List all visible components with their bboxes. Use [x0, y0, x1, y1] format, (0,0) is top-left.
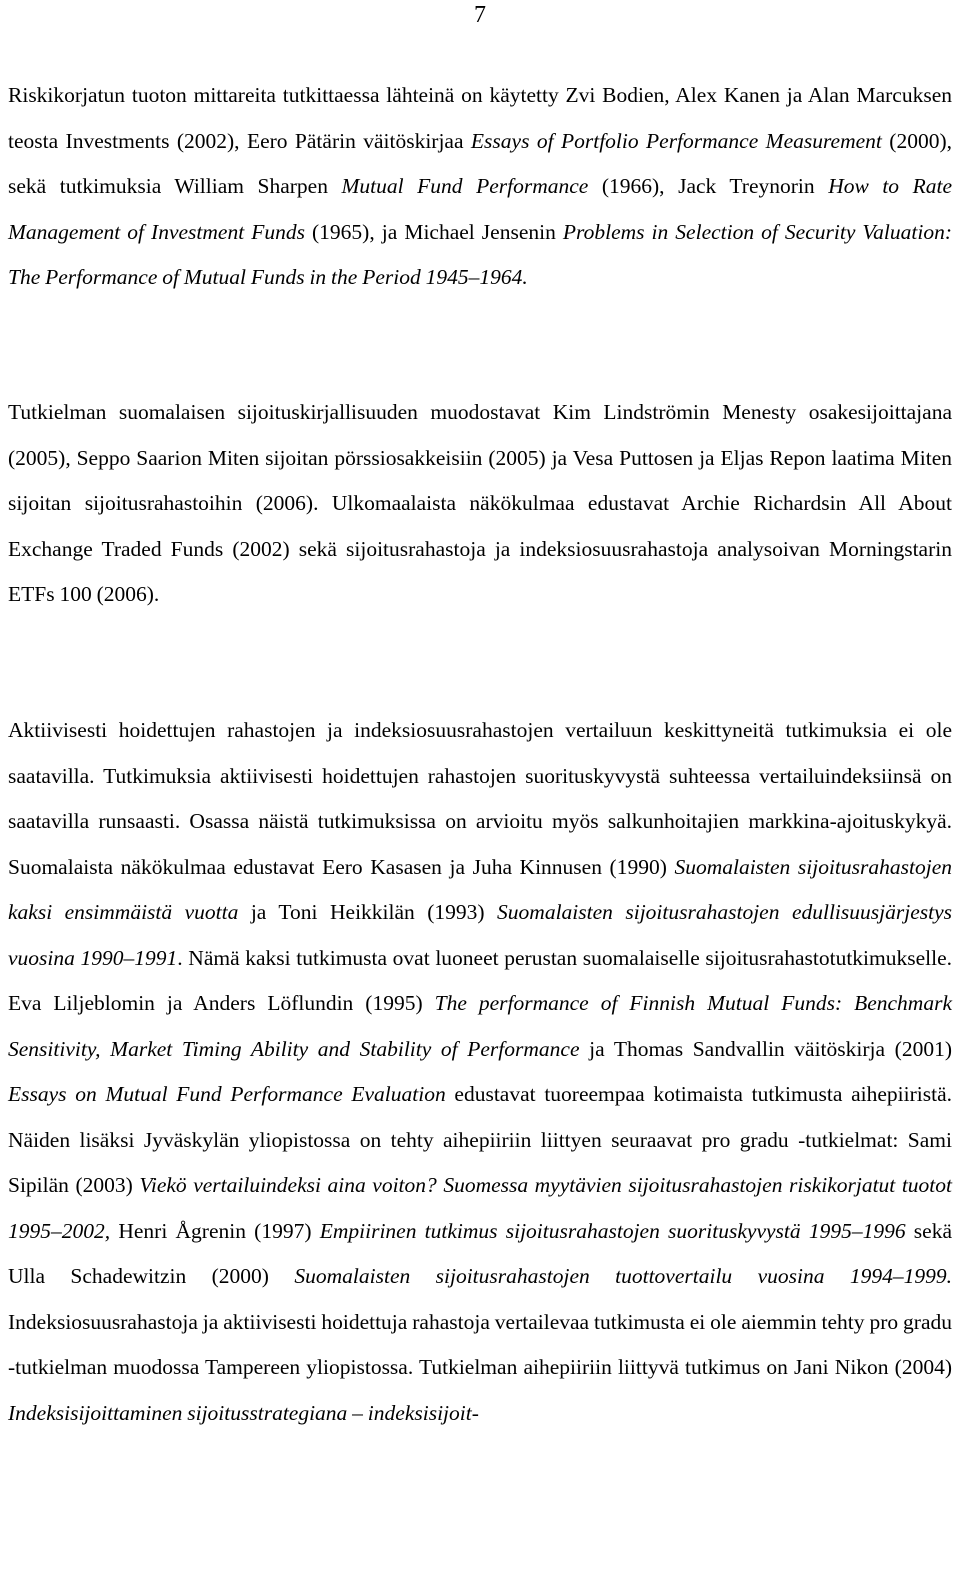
- study-title: Suomalaisten sijoitusrahastojen kaksi ensimmäistä vuotta: [8, 854, 952, 924]
- text-run: (1966), Jack Treynorin: [588, 174, 829, 198]
- paragraph-sources: [8, 73, 952, 301]
- study-title: Indeksisijoittaminen sijoitusstrategiana – indeksisijoit-: [8, 1400, 479, 1425]
- study-title: Viekö vertailuindeksi aina voiton? Suomessa myytävien sijoitusrahastojen riskikorjatut tuotot 1995–2002,: [8, 1173, 952, 1243]
- study-title: Essays on Mutual Fund Performance Evaluation: [8, 1082, 446, 1106]
- text-run: Riskikorjatun tuoton mittareita tutkittaessa lähteinä on käytetty Zvi Bodien, Alex Kanen ja Alan Marcuksen teosta Investments (2002), Eero Pätärin väitöskirjaa: [8, 83, 952, 153]
- book-title: Essays of Portfolio Performance Measurement: [470, 128, 882, 153]
- book-title: Mutual Fund Performance: [341, 174, 589, 198]
- book-title: Problems in Selection of Security Valuation: The Performance of Mutual Funds in the Period 1945–1964.: [8, 219, 952, 289]
- text-run: ja Thomas Sandvallin väitöskirja (2001): [579, 1036, 952, 1061]
- study-title: The performance of Finnish Mutual Funds: Benchmark Sensitivity, Market Timing Ability and Stability of Performance: [8, 991, 952, 1061]
- text-run: edustavat tuoreempaa kotimaista tutkimusta aihepiiristä. Näiden lisäksi Jyväskylän yliopistossa on tehty aihepiiriin liittyen seuraavat pro gradu -tutkielmat: Sami Sipilän (2003): [8, 1082, 953, 1197]
- text-run: (1965), ja Michael Jensenin: [304, 219, 563, 244]
- text-run: Henri Ågrenin (1997): [110, 1218, 320, 1243]
- paragraph-literature: [8, 390, 952, 618]
- text-run: Indeksiosuusrahastoja ja aktiivisesti hoidettuja rahastoja vertailevaa tutkimusta ei ole aiemmin tehty pro gradu -tutkielman muodossa Tampereen yliopistossa. Tutkielman aihepiiriin liittyvä tutkimus on Jani Nikon (2004): [8, 1309, 952, 1379]
- text-run: Tutkielman suomalaisen sijoituskirjallisuuden muodostavat Kim Lindströmin Menesty osakesijoittajana (2005), Seppo Saarion Miten sijoitan pörssiosakkeisiin (2005) ja Vesa Puttosen ja Eljas Repon laatima Miten sijoitan sijoitusrahastoihin (2006). Ulkomaalaista näkökulmaa edustavat Archie Richardsin All About Exchange Traded Funds (2002) sekä sijoitusrahastoja ja indeksiosuusrahastoja analysoivan Morningstarin ETFs 100 (2006).: [8, 400, 952, 606]
- study-title: Suomalaisten sijoitusrahastojen edullisuusjärjestys vuosina 1990–1991: [8, 900, 952, 970]
- text-run: Aktiivisesti hoidettujen rahastojen ja indeksiosuusrahastojen vertailuun keskittyneitä tutkimuksia ei ole saatavilla. Tutkimuksia aktiivisesti hoidettujen rahastojen suorituskyvystä suhteessa vertailuindeksiinsä on saatavilla runsaasti. Osassa näistä tutkimuksissa on arvioitu myös salkunhoitajien markkina-ajoituskykyä. Suomalaista näkökulmaa edustavat Eero Kasasen ja Juha Kinnusen (1990): [8, 718, 952, 879]
- study-title: Suomalaisten sijoitusrahastojen tuottovertailu vuosina 1994–1999.: [294, 1264, 952, 1288]
- page-number: 7: [474, 2, 486, 28]
- text-run: (2000), sekä tutkimuksia William Sharpen: [8, 128, 952, 198]
- text-run: ja Toni Heikkilän (1993): [238, 900, 498, 924]
- text-run: sekä Ulla Schadewitzin (2000): [8, 1218, 953, 1288]
- text-run: . Nämä kaksi tutkimusta ovat luoneet perustan suomalaiselle sijoitusrahastotutkimukselle. Eva Liljeblomin ja Anders Löflundin (1995): [8, 945, 953, 1015]
- book-title: How to Rate Management of Investment Funds: [8, 174, 952, 244]
- paragraph-prior-research: [8, 708, 952, 1436]
- study-title: Empiirinen tutkimus sijoitusrahastojen suorituskyvystä 1995–1996: [319, 1218, 906, 1243]
